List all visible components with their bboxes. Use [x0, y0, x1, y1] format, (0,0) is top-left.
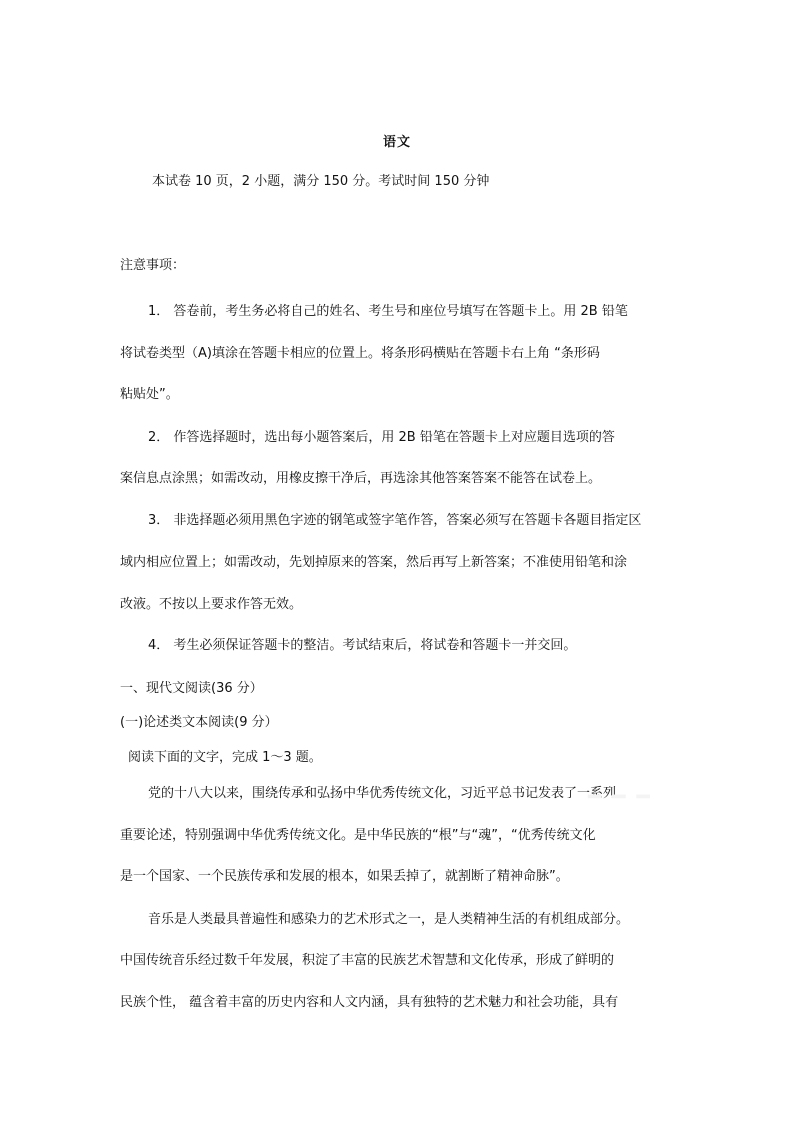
- notice-1-line-1: 1． 答卷前，考生务必将自己的姓名、考生号和座位号填写在答题卡上。用 2B 铅笔: [148, 304, 628, 319]
- paragraph-2-line-3: 民族个性， 蕴含着丰富的历史内容和人文内涵，具有独特的艺术魅力和社会功能，具有: [120, 995, 619, 1010]
- notice-heading: 注意事项：: [120, 258, 186, 273]
- notice-2-line-2: 案信息点涂黑；如需改动，用橡皮擦干净后，再选涂其他答案答案不能答在试卷上。: [120, 471, 602, 486]
- notice-1-line-3: 粘贴处”。: [120, 387, 179, 402]
- paragraph-2-line-2: 中国传统音乐经过数千年发展，积淀了丰富的民族艺术智慧和文化传承，形成了鲜明的: [120, 953, 615, 968]
- notice-3-line-2: 域内相应位置上；如需改动，先划掉原来的答案，然后再写上新答案；不准使用铅笔和涂: [120, 555, 628, 570]
- page-title: 语文: [382, 135, 411, 150]
- section-heading-1: 一、现代文阅读(36 分）: [120, 681, 263, 696]
- reading-instruction: 阅读下面的文字，完成 1～3 题。: [128, 750, 322, 765]
- paragraph-2-line-1: 音乐是人类最具普遍性和感染力的艺术形式之一，是人类精神生活的有机组成部分。: [148, 912, 630, 927]
- paragraph-1-line-3: 是一个国家、一个民族传承和发展的根本，如果丢掉了，就割断了精神命脉”。: [120, 869, 569, 884]
- faint-watermark: ━ ━ ━: [588, 785, 652, 810]
- paragraph-1-line-2: 重要论述，特别强调中华优秀传统文化。是中华民族的“根”与“魂”，“优秀传统文化: [120, 828, 596, 843]
- notice-1-line-2: 将试卷类型（A)填涂在答题卡相应的位置上。将条形码横贴在答题卡右上角 “条形码: [120, 346, 600, 361]
- exam-intro: 本试卷 10 页，2 小题，满分 150 分。考试时间 150 分钟: [152, 174, 490, 189]
- subsection-heading-1: (一)论述类文本阅读(9 分）: [120, 715, 278, 730]
- notice-3-line-3: 改液。不按以上要求作答无效。: [120, 597, 303, 612]
- paragraph-1-line-1: 党的十八大以来，围绕传承和弘扬中华优秀传统文化，习近平总书记发表了一系列: [148, 786, 617, 801]
- notice-4: 4． 考生必须保证答题卡的整洁。考试结束后，将试卷和答题卡一并交回。: [148, 638, 577, 653]
- notice-3-line-1: 3． 非选择题必须用黑色字迹的钢笔或签字笔作答，答案必须写在答题卡各题目指定区: [148, 513, 642, 528]
- notice-2-line-1: 2． 作答选择题时，选出每小题答案后，用 2B 铅笔在答题卡上对应题目选项的答: [148, 430, 615, 445]
